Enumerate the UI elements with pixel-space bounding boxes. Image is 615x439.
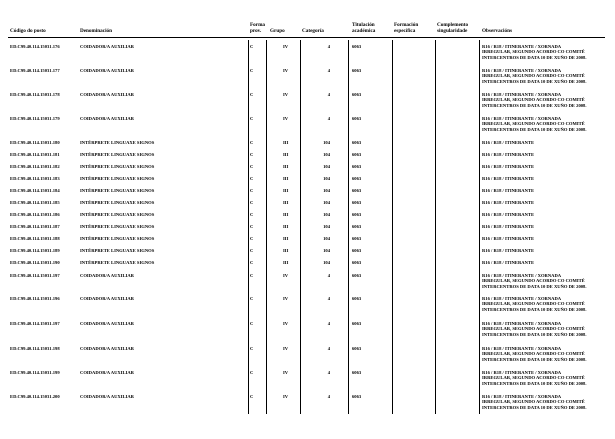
header-forma xyxy=(250,23,265,35)
cell-codigo: ED.C99.40.114.15031.183 xyxy=(10,176,60,181)
cell-forma: C xyxy=(250,370,254,375)
cell-denominacion: INTÉRPRETE LINGUAXE SIGNOS xyxy=(80,164,155,169)
observacion-line: R16 / R18 / ITINERANTE / XORNADA xyxy=(482,44,562,49)
cell-codigo: ED.C99.40.114.15031.187 xyxy=(10,224,60,229)
cell-observacions xyxy=(482,224,604,229)
cell-categoria: 104 xyxy=(323,188,330,193)
header-formacion-line2: específica xyxy=(394,27,416,34)
cell-categoria: 104 xyxy=(323,224,330,229)
cell-titulacion: 6063 xyxy=(352,296,362,301)
cell-forma: C xyxy=(250,140,254,145)
observacion-line: IRREGULAR, SEGUNDO ACORDO CO COMITÉ xyxy=(482,278,585,284)
cell-forma: C xyxy=(250,346,254,351)
cell-observacions xyxy=(482,44,604,60)
cell-grupo: III xyxy=(283,140,289,145)
observacion-line: IRREGULAR, SEGUNDO ACORDO CO COMITÉ xyxy=(482,121,585,127)
observacion-line: R16 / R18 / ITINERANTE xyxy=(482,176,535,181)
cell-titulacion: 6063 xyxy=(352,92,362,97)
cell-observacions xyxy=(482,212,604,217)
cell-categoria: 104 xyxy=(323,140,330,145)
cell-titulacion: 6063 xyxy=(352,200,362,205)
cell-denominacion: COIDADOR/A AUXILIAR xyxy=(80,116,134,121)
cell-codigo: ED.C99.40.114.15031.181 xyxy=(10,152,60,157)
cell-observacions xyxy=(482,164,604,169)
header-rule xyxy=(8,37,605,38)
column-rule xyxy=(300,40,301,414)
cell-observacions xyxy=(482,200,604,205)
cell-titulacion: 6063 xyxy=(352,152,362,157)
cell-titulacion: 6063 xyxy=(352,260,362,265)
cell-denominacion: COIDADOR/A AUXILIAR xyxy=(80,394,134,399)
cell-codigo: ED.C99.40.114.15031.199 xyxy=(10,370,60,375)
cell-denominacion: INTÉRPRETE LINGUAXE SIGNOS xyxy=(80,260,155,265)
observacion-line: R16 / R18 / ITINERANTE xyxy=(482,260,535,265)
cell-titulacion: 6063 xyxy=(352,188,362,193)
cell-categoria: 104 xyxy=(323,152,330,157)
cell-codigo: ED.C99.40.114.15031.177 xyxy=(10,68,60,73)
header-formacion xyxy=(394,23,418,35)
cell-grupo: III xyxy=(283,224,289,229)
cell-codigo: ED.C99.40.114.15031.197 xyxy=(10,273,60,278)
cell-titulacion: 6063 xyxy=(352,164,362,169)
cell-codigo: ED.C99.40.114.15031.185 xyxy=(10,200,60,205)
cell-grupo: IV xyxy=(283,116,289,121)
cell-forma: C xyxy=(250,164,254,169)
cell-codigo: ED.C99.40.114.15031.188 xyxy=(10,236,60,241)
cell-grupo: IV xyxy=(283,44,289,49)
observacion-line: IRREGULAR, SEGUNDO ACORDO CO COMITÉ xyxy=(482,351,585,357)
header-complemento-line2: singularidade xyxy=(437,27,468,34)
observacion-line: R16 / R18 / ITINERANTE xyxy=(482,164,535,169)
cell-codigo: ED.C99.40.114.15031.200 xyxy=(10,394,60,399)
cell-categoria: 104 xyxy=(323,248,330,253)
cell-observacions xyxy=(482,176,604,181)
cell-categoria: 4 xyxy=(327,116,330,121)
column-rule xyxy=(248,40,249,414)
observacion-line: R16 / R18 / ITINERANTE xyxy=(482,212,535,217)
cell-forma: C xyxy=(250,394,254,399)
cell-titulacion: 6063 xyxy=(352,248,362,253)
header-titulacion xyxy=(352,23,375,35)
header-codigo: Código do posto xyxy=(10,28,46,34)
cell-categoria: 104 xyxy=(323,200,330,205)
cell-denominacion: COIDADOR/A AUXILIAR xyxy=(80,92,134,97)
cell-observacions xyxy=(482,273,604,289)
cell-denominacion: INTÉRPRETE LINGUAXE SIGNOS xyxy=(80,248,155,253)
cell-codigo: ED.C99.40.114.15031.197 xyxy=(10,321,60,326)
cell-codigo: ED.C99.40.114.15031.180 xyxy=(10,140,60,145)
cell-forma: C xyxy=(250,176,254,181)
cell-titulacion: 6063 xyxy=(352,212,362,217)
cell-forma: C xyxy=(250,152,254,157)
cell-titulacion: 6063 xyxy=(352,321,362,326)
cell-denominacion: COIDADOR/A AUXILIAR xyxy=(80,44,134,49)
header-complemento-line1: Complemento xyxy=(437,22,469,28)
observacion-line: INTERCENTROS DE DATA 10 DE XUÑO DE 2008. xyxy=(482,283,587,289)
cell-forma: C xyxy=(250,321,254,326)
cell-forma: C xyxy=(250,236,254,241)
cell-forma: C xyxy=(250,92,254,97)
observacion-line: INTERCENTROS DE DATA 10 DE XUÑO DE 2008. xyxy=(482,78,587,84)
header-complemento xyxy=(437,23,468,35)
cell-grupo: III xyxy=(283,188,289,193)
cell-grupo: IV xyxy=(283,296,289,301)
observacion-line: INTERCENTROS DE DATA 10 DE XUÑO DE 2008. xyxy=(482,54,587,60)
cell-observacions xyxy=(482,140,604,145)
observacion-line: INTERCENTROS DE DATA 10 DE XUÑO DE 2008. xyxy=(482,356,587,362)
cell-observacions xyxy=(482,92,604,108)
cell-categoria: 104 xyxy=(323,236,330,241)
observacion-line: IRREGULAR, SEGUNDO ACORDO CO COMITÉ xyxy=(482,399,585,405)
header-titulacion-line2: académica xyxy=(352,27,376,34)
cell-grupo: III xyxy=(283,152,289,157)
cell-observacions xyxy=(482,248,604,253)
cell-denominacion: INTÉRPRETE LINGUAXE SIGNOS xyxy=(80,176,155,181)
cell-grupo: IV xyxy=(283,370,289,375)
cell-denominacion: COIDADOR/A AUXILIAR xyxy=(80,346,134,351)
cell-categoria: 104 xyxy=(323,176,330,181)
cell-codigo: ED.C99.40.114.15031.179 xyxy=(10,116,60,121)
header-titulacion-line1: Titulación xyxy=(352,22,375,28)
cell-codigo: ED.C99.40.114.15031.184 xyxy=(10,188,60,193)
column-rule xyxy=(392,40,393,414)
column-rule xyxy=(479,40,480,414)
observacion-line: INTERCENTROS DE DATA 10 DE XUÑO DE 2008. xyxy=(482,331,587,337)
cell-titulacion: 6063 xyxy=(352,176,362,181)
cell-codigo: ED.C99.40.114.15031.176 xyxy=(10,44,60,49)
cell-grupo: III xyxy=(283,164,289,169)
observacion-line: R16 / R18 / ITINERANTE xyxy=(482,200,535,205)
cell-titulacion: 6063 xyxy=(352,140,362,145)
cell-categoria: 4 xyxy=(327,321,330,326)
observacion-line: R16 / R18 / ITINERANTE / XORNADA xyxy=(482,321,562,326)
observacion-line: INTERCENTROS DE DATA 10 DE XUÑO DE 2008. xyxy=(482,404,587,410)
cell-denominacion: INTÉRPRETE LINGUAXE SIGNOS xyxy=(80,212,155,217)
observacion-line: INTERCENTROS DE DATA 10 DE XUÑO DE 2008. xyxy=(482,380,587,386)
observacion-line: IRREGULAR, SEGUNDO ACORDO CO COMITÉ xyxy=(482,375,585,381)
cell-denominacion: INTÉRPRETE LINGUAXE SIGNOS xyxy=(80,188,155,193)
cell-grupo: III xyxy=(283,248,289,253)
cell-forma: C xyxy=(250,68,254,73)
cell-titulacion: 6063 xyxy=(352,346,362,351)
cell-observacions xyxy=(482,394,604,410)
cell-titulacion: 6063 xyxy=(352,44,362,49)
cell-categoria: 4 xyxy=(327,296,330,301)
cell-denominacion: COIDADOR/A AUXILIAR xyxy=(80,68,134,73)
cell-codigo: ED.C99.40.114.15031.186 xyxy=(10,212,60,217)
cell-forma: C xyxy=(250,200,254,205)
observacion-line: IRREGULAR, SEGUNDO ACORDO CO COMITÉ xyxy=(482,73,585,79)
cell-denominacion: INTÉRPRETE LINGUAXE SIGNOS xyxy=(80,200,155,205)
cell-observacions xyxy=(482,370,604,386)
cell-codigo: ED.C99.40.114.15031.182 xyxy=(10,164,60,169)
cell-denominacion: COIDADOR/A AUXILIAR xyxy=(80,296,134,301)
cell-observacions xyxy=(482,346,604,362)
cell-titulacion: 6063 xyxy=(352,370,362,375)
cell-titulacion: 6063 xyxy=(352,224,362,229)
observacion-line: INTERCENTROS DE DATA 10 DE XUÑO DE 2008. xyxy=(482,102,587,108)
observacion-line: R16 / R18 / ITINERANTE xyxy=(482,248,535,253)
header-formacion-line1: Formación xyxy=(394,22,419,28)
cell-categoria: 4 xyxy=(327,394,330,399)
cell-categoria: 104 xyxy=(323,164,330,169)
observacion-line: IRREGULAR, SEGUNDO ACORDO CO COMITÉ xyxy=(482,97,585,103)
cell-forma: C xyxy=(250,44,254,49)
observacion-line: R16 / R18 / ITINERANTE / XORNADA xyxy=(482,92,562,97)
cell-forma: C xyxy=(250,212,254,217)
observacion-line: R16 / R18 / ITINERANTE / XORNADA xyxy=(482,116,562,121)
cell-grupo: III xyxy=(283,200,289,205)
cell-denominacion: COIDADOR/A AUXILIAR xyxy=(80,321,134,326)
observacion-line: R16 / R18 / ITINERANTE xyxy=(482,152,535,157)
cell-codigo: ED.C99.40.114.15031.196 xyxy=(10,296,60,301)
cell-categoria: 4 xyxy=(327,273,330,278)
observacion-line: R16 / R18 / ITINERANTE / XORNADA xyxy=(482,346,562,351)
cell-categoria: 4 xyxy=(327,370,330,375)
cell-titulacion: 6063 xyxy=(352,116,362,121)
cell-denominacion: COIDADOR/A AUXILIAR xyxy=(80,273,134,278)
observacion-line: R16 / R18 / ITINERANTE xyxy=(482,236,535,241)
observacion-line: R16 / R18 / ITINERANTE xyxy=(482,224,535,229)
cell-observacions xyxy=(482,260,604,265)
observacion-line: IRREGULAR, SEGUNDO ACORDO CO COMITÉ xyxy=(482,326,585,332)
cell-forma: C xyxy=(250,248,254,253)
cell-codigo: ED.C99.40.114.15031.198 xyxy=(10,346,60,351)
cell-grupo: III xyxy=(283,260,289,265)
observacion-line: IRREGULAR, SEGUNDO ACORDO CO COMITÉ xyxy=(482,49,585,55)
cell-titulacion: 6063 xyxy=(352,273,362,278)
cell-observacions xyxy=(482,152,604,157)
observacion-line: R16 / R18 / ITINERANTE / XORNADA xyxy=(482,273,562,278)
column-rule xyxy=(348,40,349,414)
cell-categoria: 4 xyxy=(327,92,330,97)
cell-categoria: 104 xyxy=(323,212,330,217)
cell-forma: C xyxy=(250,273,254,278)
cell-observacions xyxy=(482,296,604,312)
cell-categoria: 4 xyxy=(327,346,330,351)
observacion-line: INTERCENTROS DE DATA 10 DE XUÑO DE 2008. xyxy=(482,126,587,132)
cell-observacions xyxy=(482,188,604,193)
cell-denominacion: INTÉRPRETE LINGUAXE SIGNOS xyxy=(80,236,155,241)
header-forma-line1: Forma xyxy=(250,22,265,28)
cell-observacions xyxy=(482,321,604,337)
cell-grupo: IV xyxy=(283,321,289,326)
cell-denominacion: INTÉRPRETE LINGUAXE SIGNOS xyxy=(80,224,155,229)
header-observacions: Observacións xyxy=(482,28,512,34)
cell-grupo: IV xyxy=(283,68,289,73)
cell-observacions xyxy=(482,116,604,132)
cell-titulacion: 6063 xyxy=(352,394,362,399)
cell-codigo: ED.C99.40.114.15031.189 xyxy=(10,248,60,253)
cell-grupo: IV xyxy=(283,346,289,351)
header-forma-line2: prov. xyxy=(250,27,262,34)
cell-grupo: III xyxy=(283,236,289,241)
cell-categoria: 104 xyxy=(323,260,330,265)
observacion-line: R16 / R18 / ITINERANTE / XORNADA xyxy=(482,394,562,399)
cell-titulacion: 6063 xyxy=(352,68,362,73)
cell-denominacion: INTÉRPRETE LINGUAXE SIGNOS xyxy=(80,140,155,145)
cell-categoria: 4 xyxy=(327,68,330,73)
column-rule xyxy=(266,40,267,414)
cell-grupo: IV xyxy=(283,92,289,97)
cell-titulacion: 6063 xyxy=(352,236,362,241)
cell-forma: C xyxy=(250,188,254,193)
cell-forma: C xyxy=(250,224,254,229)
cell-categoria: 4 xyxy=(327,44,330,49)
observacion-line: IRREGULAR, SEGUNDO ACORDO CO COMITÉ xyxy=(482,301,585,307)
cell-denominacion: INTÉRPRETE LINGUAXE SIGNOS xyxy=(80,152,155,157)
cell-observacions xyxy=(482,236,604,241)
cell-denominacion: COIDADOR/A AUXILIAR xyxy=(80,370,134,375)
observacion-line: R16 / R18 / ITINERANTE / XORNADA xyxy=(482,68,562,73)
observacion-line: R16 / R18 / ITINERANTE xyxy=(482,140,535,145)
cell-codigo: ED.C99.40.114.15031.190 xyxy=(10,260,60,265)
cell-forma: C xyxy=(250,296,254,301)
observacion-line: INTERCENTROS DE DATA 10 DE XUÑO DE 2008. xyxy=(482,306,587,312)
cell-forma: C xyxy=(250,116,254,121)
header-categoria: Categoría xyxy=(302,28,324,34)
cell-grupo: IV xyxy=(283,394,289,399)
cell-grupo: III xyxy=(283,212,289,217)
observacion-line: R16 / R18 / ITINERANTE xyxy=(482,188,535,193)
header-denominacion: Denominación xyxy=(80,28,112,34)
cell-grupo: IV xyxy=(283,273,289,278)
cell-observacions xyxy=(482,68,604,84)
observacion-line: R16 / R18 / ITINERANTE / XORNADA xyxy=(482,296,562,301)
cell-grupo: III xyxy=(283,176,289,181)
observacion-line: R16 / R18 / ITINERANTE / XORNADA xyxy=(482,370,562,375)
cell-forma: C xyxy=(250,260,254,265)
header-grupo: Grupo xyxy=(270,28,285,34)
cell-codigo: ED.C99.40.114.15031.178 xyxy=(10,92,60,97)
column-rule xyxy=(435,40,436,414)
